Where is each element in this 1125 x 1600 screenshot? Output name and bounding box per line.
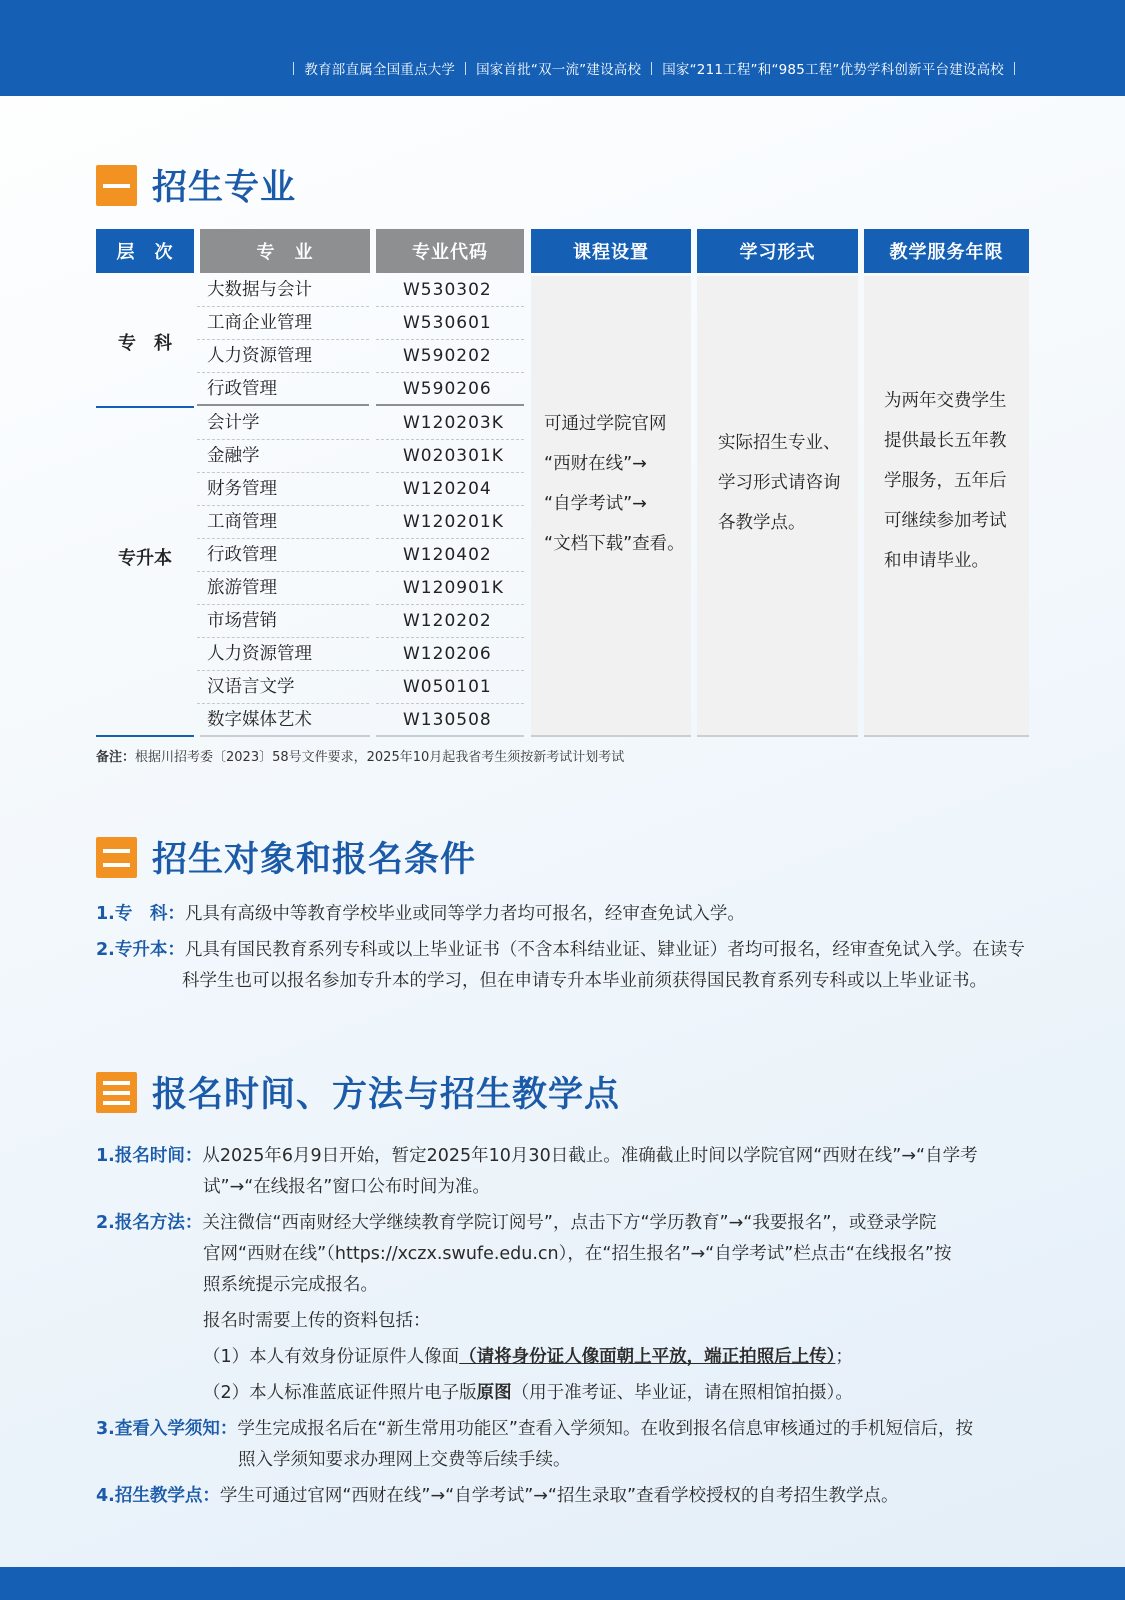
tagline-2: 国家首批“双一流”建设高校 [476,62,642,78]
tagline-divider [651,62,652,75]
level-divider [96,735,194,737]
major-code: W050101 [376,671,524,704]
registration-method: 2.报名方法：关注微信“西南财经大学继续教育学院订阅号”，点击下方“学历教育”→“我要报名”，或登录学院 [96,1213,937,1233]
major-code: W530302 [376,274,524,307]
condition-zhuanshengben-cont: 科学生也可以报名参加专升本的学习，但在申请专升本毕业前须获得国民教育系列专科或以上毕业证书。 [182,971,987,991]
major-name: 旅游管理 [197,572,369,605]
major-code: W120202 [376,605,524,638]
major-name: 人力资源管理 [197,340,369,373]
tagline-1: 教育部直属全国重点大学 [304,62,456,78]
major-name: 市场营销 [197,605,369,638]
header-band [0,0,1125,96]
section-2-heading [96,832,476,882]
major-name: 汉语言文学 [197,671,369,704]
tagline-divider [293,62,294,75]
major-code: W530601 [376,307,524,340]
section-3-heading [96,1067,620,1117]
bottom-rule [531,735,691,737]
major-name: 财务管理 [197,473,369,506]
header-major: 专 业 [200,229,370,273]
major-code: W120203K [376,407,524,440]
upload-intro: 报名时需要上传的资料包括： [203,1311,431,1331]
service-info: 为两年交费学生 提供最长五年教 学服务，五年后 可继续参加考试 和申请毕业。 [884,391,1007,571]
major-name: 会计学 [197,407,369,440]
major-code: W590206 [376,373,524,406]
bottom-rule [697,735,858,737]
section-1-title: 招生专业 [152,167,297,208]
admission-notice: 3.查看入学须知：学生完成报名后在“新生常用功能区”查看入学须知。在收到报名信息审核通过的手机短信后，按 [96,1419,973,1439]
section-2-title: 招生对象和报名条件 [152,839,477,880]
condition-zhuanke: 1.专 科：凡具有高级中等教育学校毕业或同等学力者均可报名，经审查免试入学。 [96,904,745,924]
major-name: 大数据与会计 [197,274,369,307]
upload-item-2: （2）本人标准蓝底证件照片电子版原图（用于准考证、毕业证，请在照相馆拍摄）。 [203,1383,853,1403]
upload-item-1: （1）本人有效身份证原件人像面（请将身份证人像面朝上平放，端正拍照后上传）； [203,1347,853,1367]
registration-time-cont: 试”→“在线报名”窗口公布时间为准。 [203,1177,490,1197]
form-info: 实际招生专业、 学习形式请咨询 各教学点。 [718,433,841,533]
major-name: 金融学 [197,440,369,473]
major-name: 数字媒体艺术 [207,710,312,730]
section-1-number-icon [96,165,137,206]
tagline-divider [465,62,466,75]
major-code: W590202 [376,340,524,373]
major-name: 人力资源管理 [197,638,369,671]
table-note: 备注：根据川招考委〔2023〕58号文件要求，2025年10月起我省考生须按新考试计划考试 [96,750,625,765]
section-3-title: 报名时间、方法与招生教学点 [152,1074,621,1115]
majors-table [96,229,1029,737]
major-code: W120201K [376,506,524,539]
course-info: 可通过学院官网 “西财在线”→ “自学考试”→ “文档下载”查看。 [544,414,685,554]
header-level: 层 次 [96,229,194,273]
major-name: 行政管理 [197,539,369,572]
major-code: W020301K [376,440,524,473]
section-2-number-icon [96,837,137,878]
header-course: 课程设置 [531,229,691,273]
section-1-heading [96,160,296,210]
level-zhuanke: 专 科 [118,333,172,354]
major-name: 行政管理 [197,373,369,406]
registration-time: 1.报名时间：从2025年6月9日开始，暂定2025年10月30日截止。准确截止时间以学院官网“西财在线”→“自学考 [96,1146,978,1166]
level-divider [96,406,194,408]
bottom-rule [864,735,1029,737]
admission-notice-cont: 照入学须知要求办理网上交费等后续手续。 [238,1450,571,1470]
footer-band [0,1567,1125,1600]
major-code: W120204 [376,473,524,506]
tagline-divider [1014,62,1015,75]
header-service: 教学服务年限 [864,229,1029,273]
header-taglines [283,58,1025,78]
major-name: 工商企业管理 [197,307,369,340]
header-code: 专业代码 [376,229,524,273]
level-zhuanshengben: 专升本 [118,548,172,569]
condition-zhuanshengben: 2.专升本：凡具有国民教育系列专科或以上毕业证书（不含本科结业证、肄业证）者均可报名，经审查免试入学。在读专 [96,940,1025,960]
header-form: 学习形式 [697,229,858,273]
section-3-number-icon [96,1072,137,1113]
tagline-3: 国家“211工程”和“985工程”优势学科创新平台建设高校 [662,62,1004,78]
major-name: 工商管理 [197,506,369,539]
teaching-points: 4.招生教学点：学生可通过官网“西财在线”→“自学考试”→“招生录取”查看学校授权的自考招生教学点。 [96,1486,899,1506]
major-code: W120402 [376,539,524,572]
major-code: W120206 [376,638,524,671]
registration-method-cont: 照系统提示完成报名。 [203,1275,378,1295]
major-code: W120901K [376,572,524,605]
registration-method-cont: 官网“西财在线”（https://xczx.swufe.edu.cn），在“招生报名”→“自学考试”栏点击“在线报名”按 [203,1244,952,1264]
major-code: W130508 [403,710,492,730]
